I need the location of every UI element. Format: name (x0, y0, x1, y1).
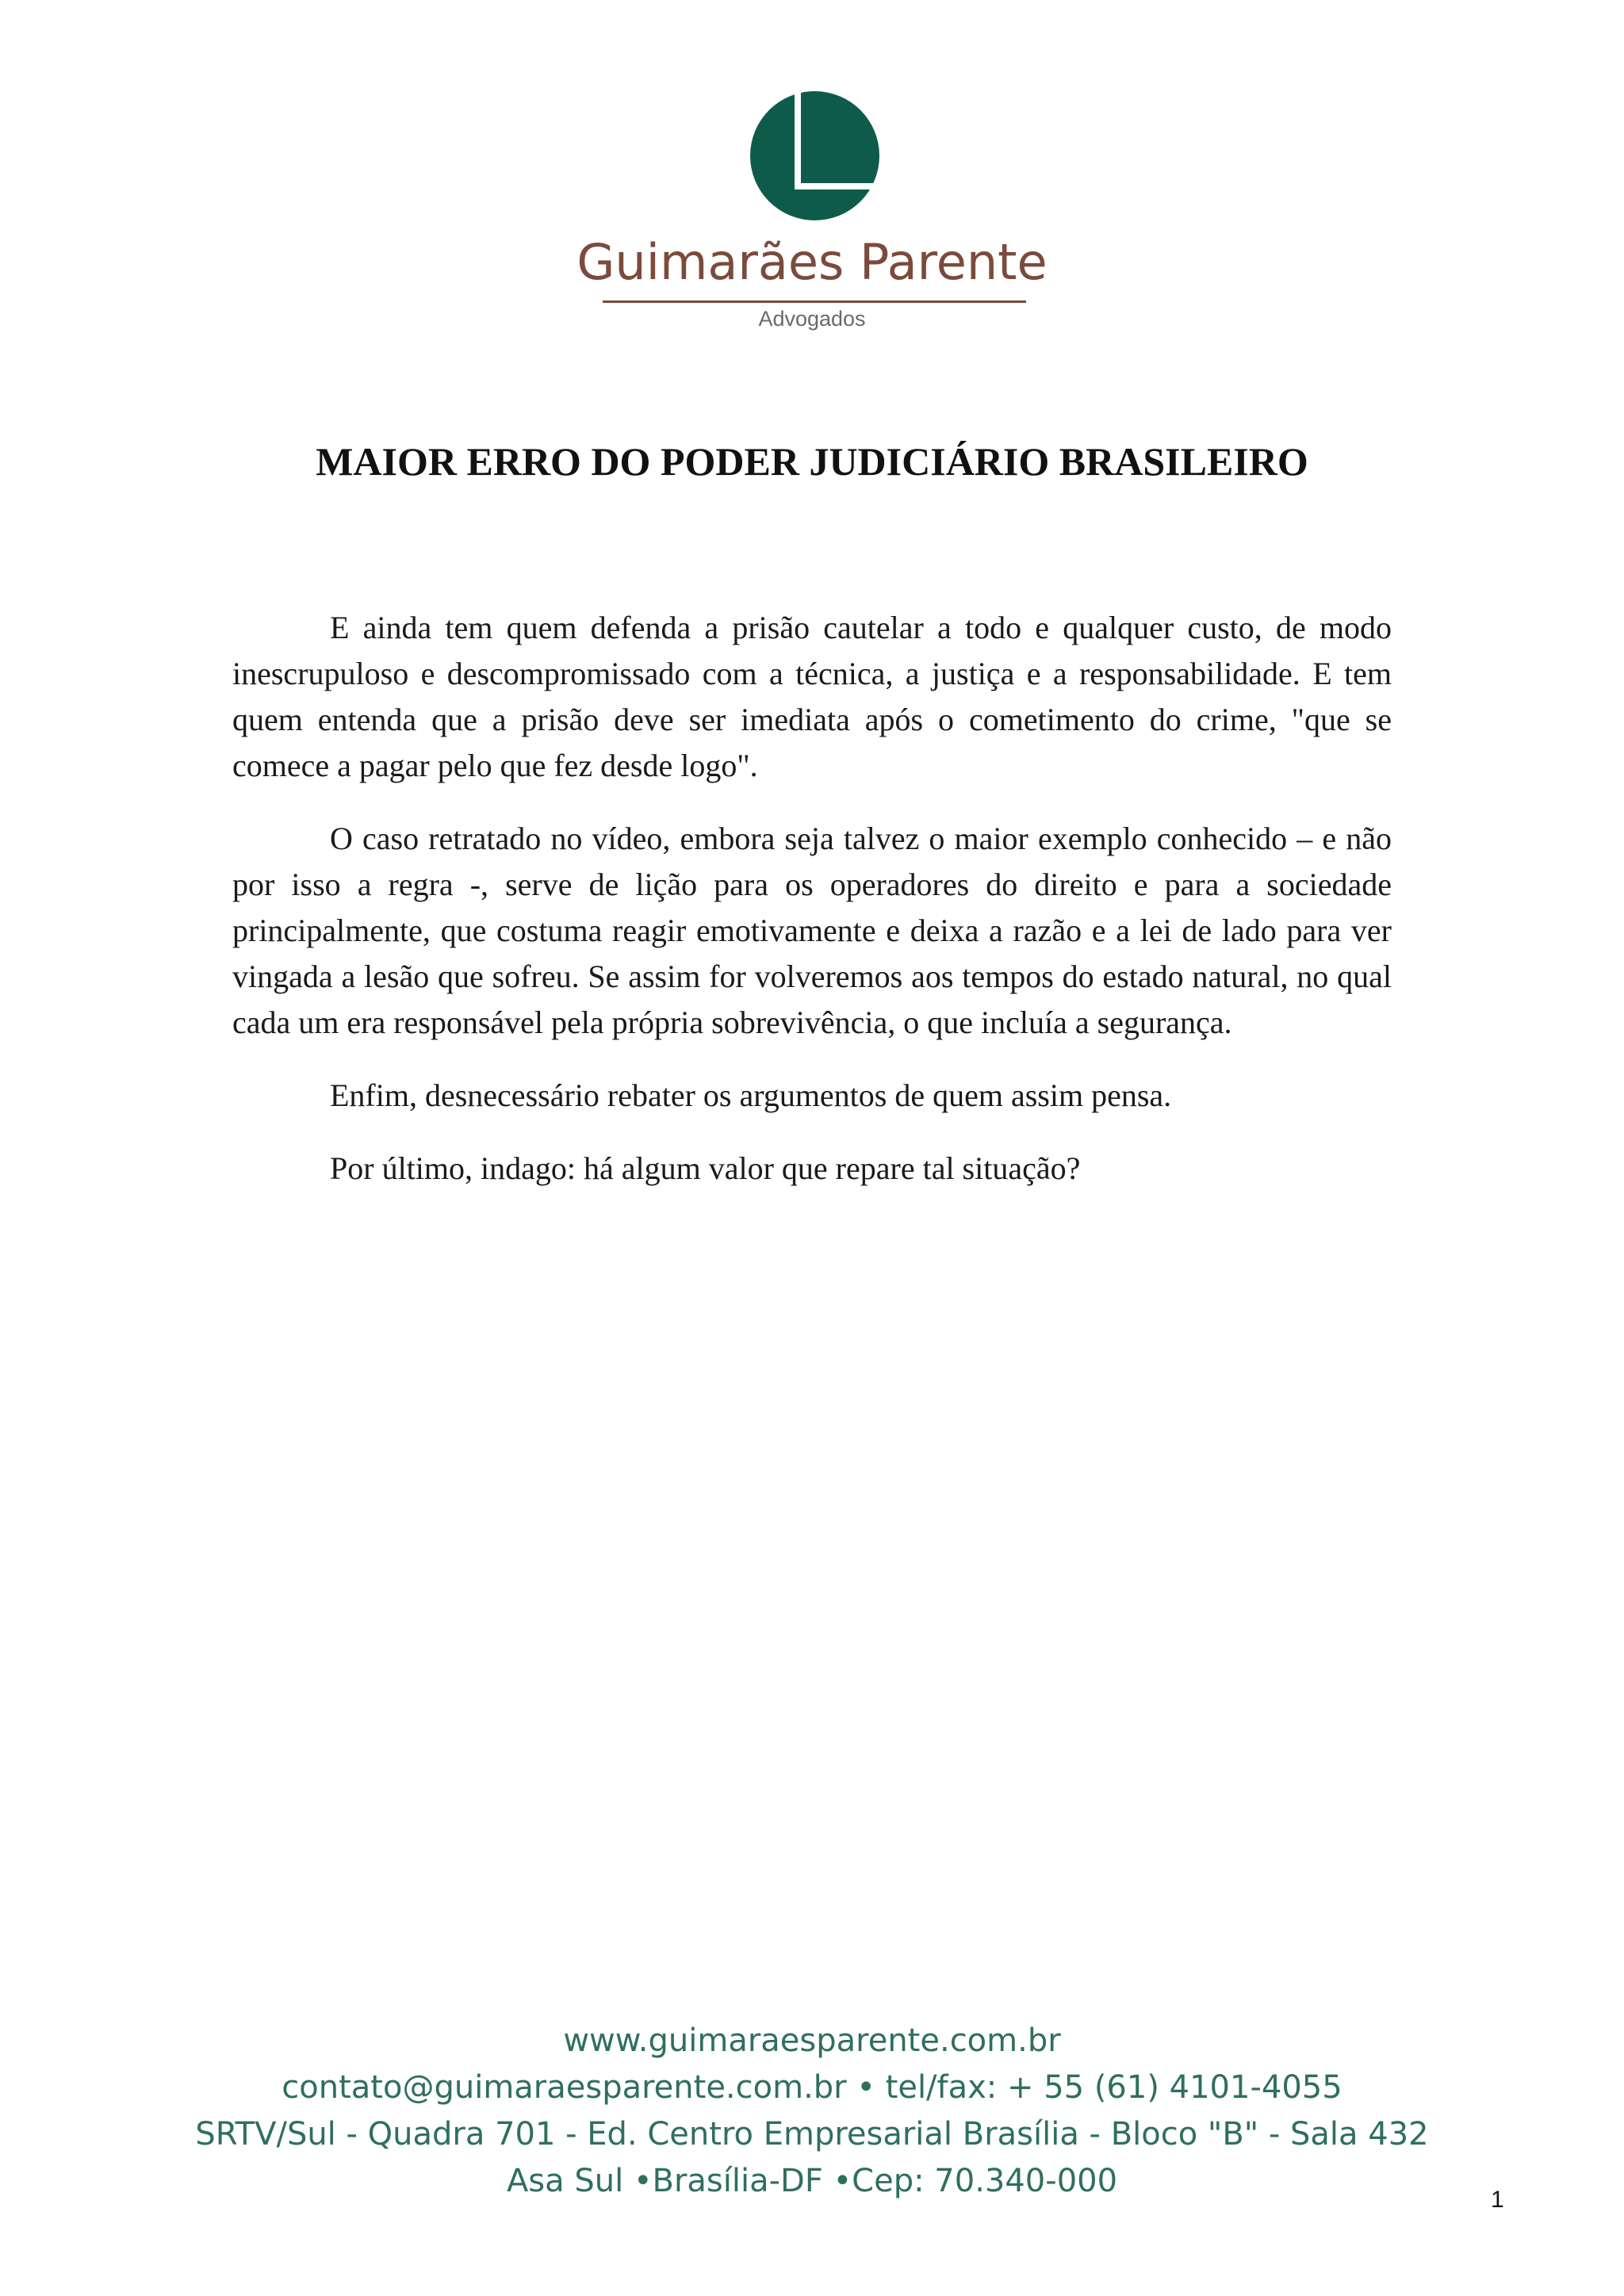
footer-contact: contato@guimaraesparente.com.br • tel/fax: + 55 (61) 4101-4055 (282, 2069, 1342, 2106)
paragraph-3: Enfim, desnecessário rebater os argumentos de quem assim pensa. (330, 1077, 1172, 1113)
footer-website: www.guimaraesparente.com.br (563, 2022, 1061, 2059)
paragraph-2: O caso retratado no vídeo, embora seja talvez o maior exemplo conhecido – e não por isso a regra -, serve de lição para os operadores do direito e para a sociedade principalmente, que costuma reagir emotivamente e deixa a razão e a lei de lado para ver vingada a lesão que sofreu. Se assim for volveremos aos tempos do estado natural, no qual cada um era responsável pela própria sobrevivência, o que incluía a segurança. (232, 821, 1392, 1040)
firm-subtitle: Advogados (758, 307, 866, 331)
firm-logo-mark-icon (750, 91, 879, 220)
footer-address-line-2: Asa Sul •Brasília-DF •Cep: 70.340-000 (506, 2163, 1118, 2199)
firm-name: Guimarães Parente (576, 233, 1048, 291)
document-body (232, 605, 1392, 1219)
paragraph-4: Por último, indago: há algum valor que repare tal situação? (330, 1150, 1081, 1186)
logo-divider (603, 300, 1026, 303)
page-number: 1 (1491, 2187, 1504, 2213)
document-title: MAIOR ERRO DO PODER JUDICIÁRIO BRASILEIRO (316, 439, 1308, 484)
footer-address-line-1: SRTV/Sul - Quadra 701 - Ed. Centro Empresarial Brasília - Bloco "B" - Sala 432 (195, 2116, 1429, 2152)
paragraph-1: E ainda tem quem defenda a prisão cautelar a todo e qualquer custo, de modo inescrupuloso e descompromissado com a técnica, a justiça e a responsabilidade. E tem quem entenda que a prisão deve ser imediata após o cometimento do crime, "que se comece a pagar pelo que fez desde logo". (232, 610, 1392, 783)
page-footer (0, 2018, 1624, 2205)
